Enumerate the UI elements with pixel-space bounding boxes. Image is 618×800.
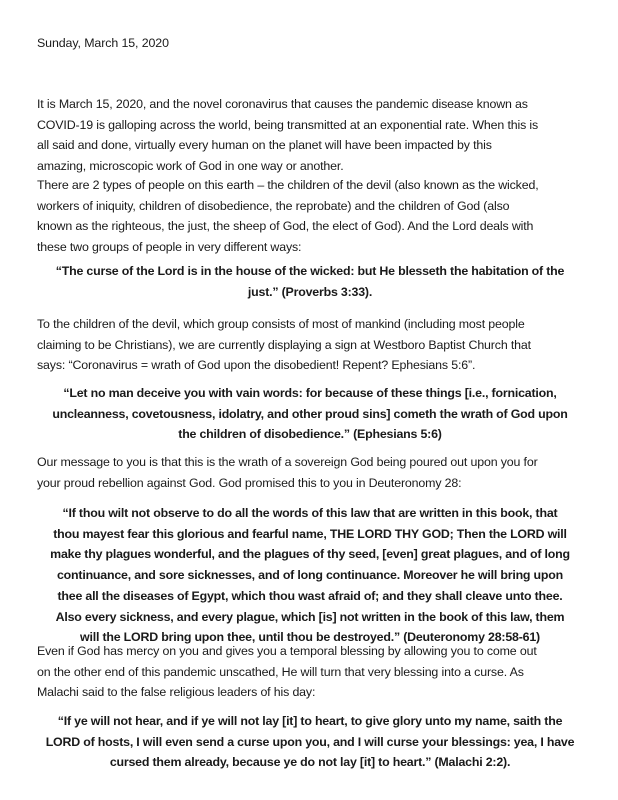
text-line: amazing, microscopic work of God in one way or another. [37,159,344,174]
quote-line: Also every sickness, and every plague, which [is] not written in the book of this law, them [55,609,565,624]
quote-line: thee all the diseases of Egypt, which thou wast afraid of; and they shall cleave unto thee. [57,588,563,603]
text-line: your proud rebellion against God. God promised this to you in Deuteronomy 28: [37,475,462,490]
text-line: known as the righteous, the just, the sheep of God, the elect of God). And the Lord deals with [37,219,534,234]
quote-deuteronomy [37,503,583,648]
quote-proverbs [37,261,583,302]
quote-line: uncleanness, covetousness, idolatry, and other proud sins] cometh the wrath of God upon [52,406,568,421]
quote-line: “If ye will not hear, and if ye will not lay [it] to heart, to give glory unto my name, saith the [57,714,563,728]
text-line: Even if God has mercy on you and gives you a temporal blessing by allowing you to come out [37,644,537,658]
text-line: Malachi said to the false religious leaders of his day: [37,685,316,700]
quote-line: “Let no man deceive you with vain words: for because of these things [i.e., fornication, [63,386,557,400]
text-line: workers of iniquity, children of disobedience, the reprobate) and the children of God (also [37,198,510,213]
quote-line: make thy plagues wonderful, and the plagues of thy seed, [even] great plagues, and of long [50,547,570,562]
text-line: There are 2 types of people on this earth – the children of the devil (also known as the wicked, [37,178,539,192]
paragraph-mercy [37,641,597,703]
paragraph-children-of-devil [37,314,597,376]
quote-line: “The curse of the Lord is in the house of the wicked: but He blesseth the habitation of the [55,264,565,278]
quote-ephesians [37,383,583,445]
paragraph-intro [37,94,597,177]
quote-line: cursed them already, because ye do not lay [it] to heart.” (Malachi 2:2). [109,755,511,770]
quote-line: the children of disobedience.” (Ephesians 5:6) [178,427,442,442]
quote-line: just.” (Proverbs 3:33). [247,284,373,299]
paragraph-two-types [37,175,597,258]
quote-malachi [37,711,583,773]
quote-line: continuance, and sore sicknesses, and of long continuance. Moreover he will bring upon [56,568,564,583]
text-line: says: “Coronavirus = wrath of God upon the disobedient! Repent? Ephesians 5:6”. [37,358,476,373]
paragraph-our-message [37,452,597,493]
text-line: all said and done, virtually every human on the planet will have been impacted by this [37,138,492,153]
text-line: Our message to you is that this is the wrath of a sovereign God being poured out upon you for [37,455,538,469]
text-line: To the children of the devil, which group consists of most of mankind (including most people [37,317,525,331]
quote-line: thou mayest fear this glorious and fearful name, THE LORD THY GOD; Then the LORD will [53,526,567,541]
quote-line: LORD of hosts, I will even send a curse upon you, and I will curse your blessings: yea, I have [45,734,575,749]
document-date: Sunday, March 15, 2020 [37,36,169,50]
text-line: It is March 15, 2020, and the novel coronavirus that causes the pandemic disease known as [37,97,528,111]
text-line: on the other end of this pandemic unscathed, He will turn that very blessing into a curse. As [37,664,524,679]
quote-line: will the LORD bring upon thee, until thou be destroyed.” (Deuteronomy 28:58-61) [80,630,540,645]
text-line: COVID-19 is galloping across the world, being transmitted at an exponential rate. When this is [37,117,539,132]
text-line: these two groups of people in very different ways: [37,240,302,255]
text-line: claiming to be Christians), we are currently displaying a sign at Westboro Baptist Church that [37,337,531,352]
quote-line: “If thou wilt not observe to do all the words of this law that are written in this book, that [62,506,558,520]
